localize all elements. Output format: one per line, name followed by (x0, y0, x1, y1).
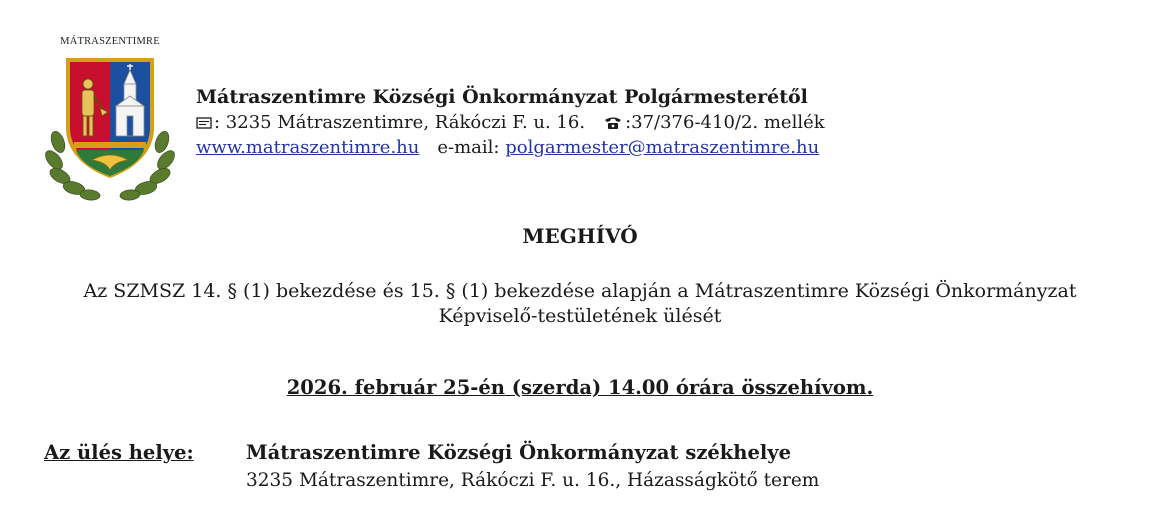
email-label: e-mail: (437, 137, 500, 158)
telephone-icon (603, 115, 623, 130)
letterhead-contact-line (196, 110, 956, 135)
meeting-date (0, 376, 1160, 399)
letterhead-address: : 3235 Mátraszentimre, Rákóczi F. u. 16. (214, 112, 586, 133)
coat-of-arms-icon (44, 50, 176, 204)
municipal-crest (40, 36, 180, 204)
letterhead-title: Mátraszentimre Községi Önkormányzat Polgármesterétől (196, 86, 808, 108)
mailbox-icon (196, 116, 212, 130)
email-link[interactable]: polgarmester@matraszentimre.hu (505, 137, 820, 158)
website-link[interactable]: www.matraszentimre.hu (196, 137, 420, 158)
crest-caption: MÁTRASZENTIMRE (60, 36, 160, 47)
letterhead-phone: :37/376-410/2. mellék (625, 112, 825, 133)
paragraph-line-2: Képviselő-testületének ülését (438, 305, 722, 327)
invitation-heading: MEGHÍVÓ (522, 224, 638, 248)
invitation-paragraph (0, 279, 1160, 329)
letterhead-web-line (196, 135, 956, 160)
venue-address: 3235 Mátraszentimre, Rákóczi F. u. 16., Házasságkötő terem (246, 470, 820, 491)
meeting-date-text: 2026. február 25-én (szerda) 14.00 órára összehívom. (286, 376, 874, 399)
venue-name: Mátraszentimre Községi Önkormányzat székhelye (246, 441, 792, 464)
letterhead (196, 84, 956, 160)
venue-label: Az ülés helye: (44, 441, 194, 464)
paragraph-line-1: Az SZMSZ 14. § (1) bekezdése és 15. § (1) bekezdése alapján a Mátraszentimre Községi Önkormányzat (83, 280, 1077, 302)
